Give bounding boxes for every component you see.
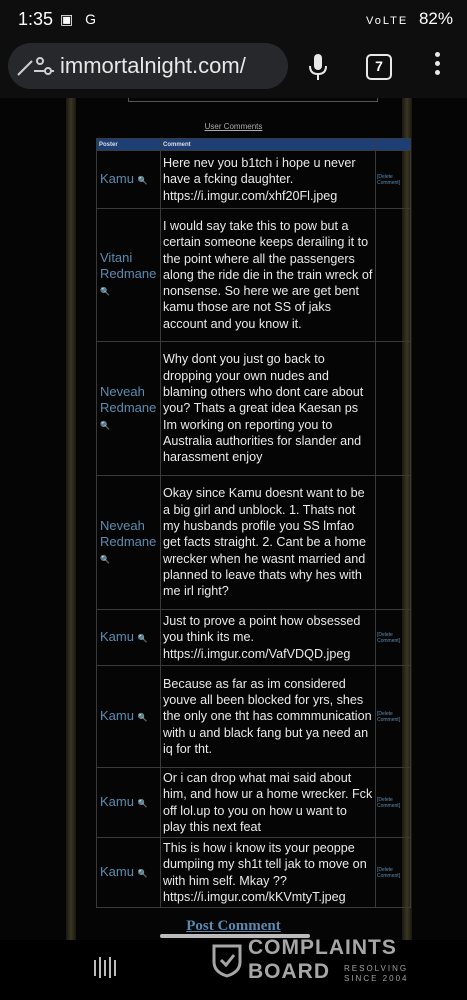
comment-header: Comment bbox=[161, 139, 376, 151]
search-icon[interactable]: 🔍 bbox=[100, 287, 110, 296]
top-panel-edge bbox=[128, 98, 378, 102]
delete-comment-link[interactable]: [Delete Comment] bbox=[376, 666, 411, 768]
post-comment-link[interactable]: Post Comment bbox=[186, 918, 281, 934]
comment-text: Or i can drop what mai said about him, and how ur a home wrecker. Fck off lol.up to you on how u want to play this next feat bbox=[161, 768, 376, 838]
table-row bbox=[97, 768, 411, 838]
comment-text: Why dont you just go back to dropping your own nudes and blaming others who dont care about you? Thats a great idea Kaesan ps Im working on reporting you to Australia authorities for slander and harassment enjoy bbox=[161, 342, 376, 476]
web-page bbox=[0, 98, 467, 940]
comments-table bbox=[96, 138, 411, 908]
comment-text: This is how i know its your peoppe dumpiing my sh1t tell jak to move on with him self. Mkay ?? https://i.imgur.com/kKVmtyT.jpeg bbox=[161, 838, 376, 908]
action-header bbox=[376, 139, 411, 151]
poster-name[interactable]: Kamu 🔍 bbox=[97, 666, 161, 768]
delete-comment-link[interactable] bbox=[376, 342, 411, 476]
poster-name[interactable]: Kamu 🔍 bbox=[97, 610, 161, 666]
user-comments-heading[interactable]: User Comments bbox=[204, 122, 263, 131]
shield-logo-icon bbox=[210, 942, 244, 978]
comment-text: Because as far as im considered youve all been blocked for yrs, shes the only one tht has commmunication with u and black fang but ya need an iq for tht. bbox=[161, 666, 376, 768]
table-row bbox=[97, 666, 411, 768]
more-menu-icon[interactable] bbox=[432, 52, 442, 82]
watermark-line1: COMPLAINTS bbox=[248, 936, 397, 959]
table-row bbox=[97, 151, 411, 209]
table-row bbox=[97, 209, 411, 342]
poster-name[interactable]: Neveah Redmane 🔍 bbox=[97, 342, 161, 476]
delete-comment-link[interactable]: [Delete Comment] bbox=[376, 768, 411, 838]
poster-name[interactable]: Neveah Redmane 🔍 bbox=[97, 476, 161, 610]
delete-comment-link[interactable]: [Delete Comment] bbox=[376, 151, 411, 209]
search-icon[interactable]: 🔍 bbox=[100, 554, 110, 564]
search-icon[interactable]: 🔍 bbox=[137, 798, 148, 808]
poster-name[interactable]: Kamu 🔍 bbox=[97, 768, 161, 838]
search-icon[interactable]: 🔍 bbox=[137, 712, 148, 722]
status-bar bbox=[0, 0, 467, 40]
mic-icon[interactable] bbox=[306, 52, 330, 82]
comments-header-row bbox=[97, 139, 411, 151]
search-icon[interactable]: 🔍 bbox=[137, 868, 148, 878]
poster-name[interactable]: Kamu 🔍 bbox=[97, 151, 161, 209]
tab-switcher-button[interactable]: 7 bbox=[366, 54, 392, 80]
battery-level: 82% bbox=[418, 9, 453, 28]
watermark-tagline2: SINCE 2004 bbox=[344, 974, 409, 983]
comment-text: I would say take this to pow but a certain someone keeps derailing it to the point where all the passengers along the ride die in the train wreck of nonsense. So here we are get bent kamu those are not SS of jaks account and you know it. bbox=[161, 209, 376, 342]
search-icon[interactable]: 🔍 bbox=[137, 633, 148, 643]
status-time: 1:35 bbox=[18, 9, 54, 29]
table-row bbox=[97, 838, 411, 908]
network-icon: VoLTE bbox=[366, 15, 409, 27]
site-settings-icon[interactable] bbox=[14, 53, 58, 79]
recent-apps-icon[interactable] bbox=[92, 954, 118, 980]
delete-comment-link[interactable]: [Delete Comment] bbox=[376, 610, 411, 666]
search-icon[interactable]: 🔍 bbox=[100, 420, 110, 430]
search-icon[interactable]: 🔍 bbox=[137, 175, 148, 185]
delete-comment-link[interactable] bbox=[376, 476, 411, 610]
browser-toolbar bbox=[0, 40, 467, 98]
comment-text: Here nev you b1tch i hope u never have a fcking daughter. https://i.imgur.com/xhf20Fl.jpeg bbox=[161, 151, 376, 209]
notification-icons: ▣ G bbox=[60, 11, 101, 27]
poster-name[interactable]: Vitani Redmane 🔍 bbox=[97, 209, 161, 342]
complaintsboard-watermark bbox=[210, 936, 460, 992]
address-bar[interactable] bbox=[8, 43, 288, 89]
url-text[interactable]: immortalnight.com/ bbox=[60, 53, 246, 78]
watermark-line2: BOARD bbox=[248, 960, 330, 983]
delete-comment-link[interactable] bbox=[376, 209, 411, 342]
status-right bbox=[366, 9, 453, 29]
comment-text: Just to prove a point how obsessed you think its me. https://i.imgur.com/VafVDQD.jpeg bbox=[161, 610, 376, 666]
poster-name[interactable]: Kamu 🔍 bbox=[97, 838, 161, 908]
table-row bbox=[97, 610, 411, 666]
comment-text: Okay since Kamu doesnt want to be a big girl and unblock. 1. Thats not my husbands profile you SS lmfao get facts straight. 2. Cant be a home wrecker when he wasnt married and planned to leave thats why hes with me irl right? bbox=[161, 476, 376, 610]
watermark-tagline1: RESOLVING bbox=[344, 964, 409, 973]
table-row bbox=[97, 342, 411, 476]
poster-header: Poster bbox=[97, 139, 161, 151]
table-row bbox=[97, 476, 411, 610]
delete-comment-link[interactable]: [Delete Comment] bbox=[376, 838, 411, 908]
page-frame-left bbox=[66, 98, 76, 940]
